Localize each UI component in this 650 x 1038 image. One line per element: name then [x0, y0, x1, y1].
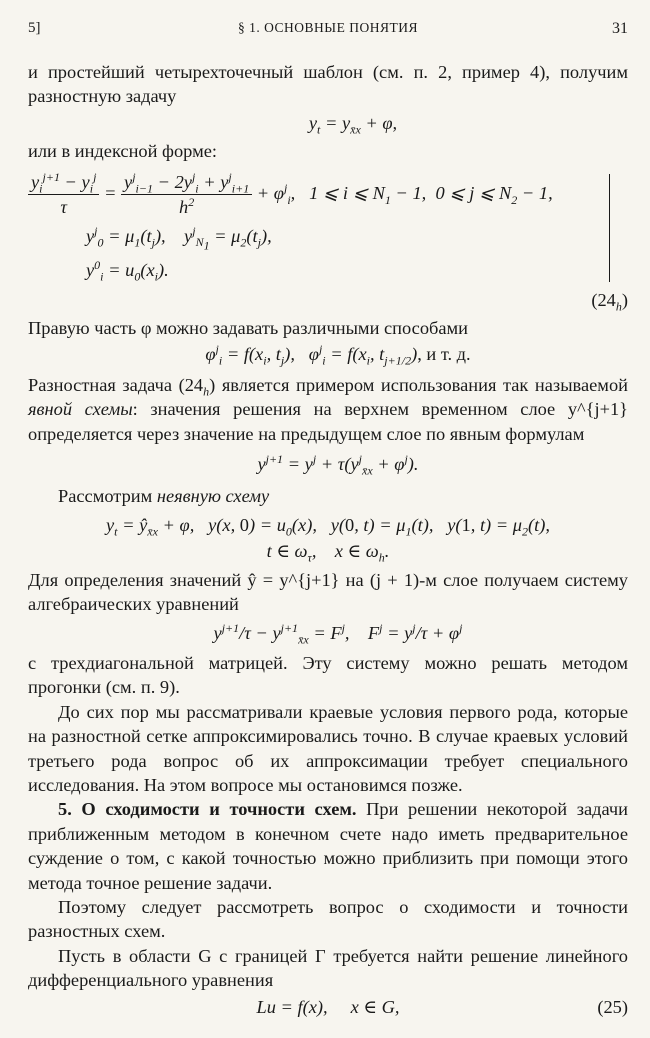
equation-boundary-conditions: $y^j_0 = \mu_1(t_j)$, $y^j_{N_1} = \mu_2(t_j)$, [86, 223, 272, 253]
section-5-convergence: 5. О сходимости и точности схем. При решении некоторой задачи приближенным методом в конечном счете надо иметь предварительное суждение о том, с какой точностью можно приблизить при помощи этого метода точное решение задачи. [28, 799, 628, 893]
equation-system-24h [28, 168, 628, 294]
running-title: § 1. ОСНОВНЫЕ ПОНЯТИЯ [238, 20, 418, 35]
equation-initial-condition: $y^0_i = u_0(x_i)$. [86, 257, 169, 284]
paragraph-linear-equation: Пусть в области G с границей Γ требуется найти решение линейного дифференциального уравнения [28, 945, 628, 991]
paragraph-tridiagonal: с трехдиагональной матрицей. Эту систему можно решать методом прогонки (см. п. 9). [28, 652, 628, 698]
paragraph-boundary-conditions: До сих пор мы рассматривали краевые условия первого рода, которые на разностной сетке аппроксимировались точно. В случае краевых условий третьего рода вопрос об их аппроксимации требует специального исследования. На этом вопросе мы остановимся позже. [28, 701, 628, 795]
equation-explicit-formula: $y^{j+1} = y^j + \tau(y^j_{x̄x} + \varphi^j)$. [257, 451, 419, 478]
paragraph-right-side: Правую часть φ можно задавать различными способами [28, 318, 469, 339]
equation-right-side-choices: $\varphi^j_i = f(x_i$, $t_j$), $\varphi^j_i = f(x_i$, $t_{j+1/2}$), и т. д. [205, 342, 471, 369]
equation-number-24h: $(24_h)$ [591, 289, 628, 314]
section-5-title: 5. О сходимости и точности схем. [58, 799, 357, 820]
paragraph-algebraic-system: Для определения значений ŷ = y^{j+1} на (j + 1)-м слое получаем систему алгебраических уравнений [28, 569, 628, 615]
paragraph-intro: и простейший четырехточечный шаблон (см. п. 2, пример 4), получим разностную задачу [28, 62, 628, 107]
equation-grid-domain: t ∈ $\omega_\tau$, x ∈ $\omega_h$. [266, 541, 390, 565]
system-brace [599, 174, 610, 282]
page-number: 31 [612, 20, 628, 37]
equation-implicit-scheme: $y_t$ = $ŷ_{x̄x} + \varphi$, y(x, $0) = u_0(x)$, y(0, $t) = \mu_1(t)$, y(1, $t) = \mu_2(t)$, [106, 514, 550, 539]
paragraph-explicit-scheme: Разностная задача $(24_h)$ является примером использования так называемой явной схемы: значения решения на верхнем временном слое y^{j+1} определяется через значение на предыдущем слое по явным формулам [28, 374, 628, 444]
page-header [28, 20, 628, 44]
paragraph-index-form: или в индексной форме: [28, 141, 217, 162]
paragraph-implicit-scheme: Рассмотрим неявную схему [58, 486, 270, 507]
paragraph-convergence-question: Поэтому следует рассмотреть вопрос о сходимости и точности разностных схем. [28, 896, 628, 942]
equation-25: Lu = f(x), x ∈ G, [256, 996, 400, 1017]
section-number: 5] [28, 20, 41, 36]
equation-number-25: (25) [597, 996, 628, 1017]
equation-scheme-line: $\frac{y_i^{j+1} - y_i^j}{\tau}$ = $\frac{y^j_{i-1} - 2y^j_i + y^j_{i+1}}{h^2}$ + $\varphi^j_i$, 1 ⩽ i ⩽ $N_1 - 1$, 0 ⩽ j ⩽ $N_2 - 1$, [28, 170, 553, 220]
equation-difference-problem: $y_t = y_{x̄x} + \varphi$, [308, 112, 398, 137]
equation-25-row [28, 995, 628, 1023]
page-body [28, 60, 628, 1023]
equation-tridiagonal-system: $y^{j+1}/\tau - y^{j+1}_{x̄x} = F^j$, $F^j = y^j/\tau + \varphi^j$ [213, 620, 463, 647]
